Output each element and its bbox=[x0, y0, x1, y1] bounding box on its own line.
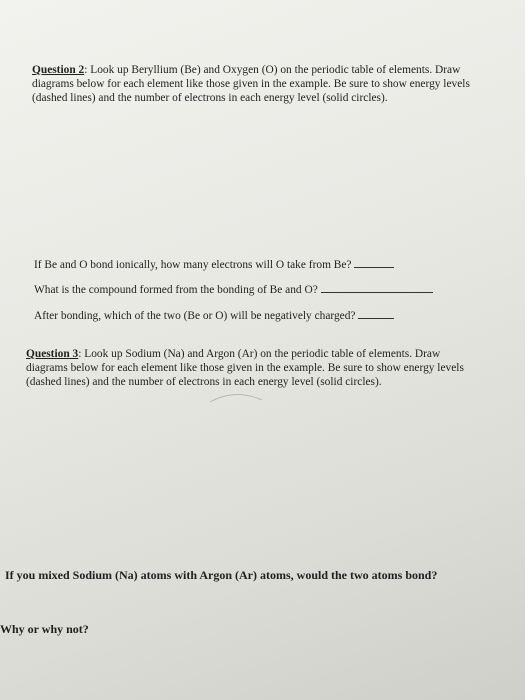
answer-blank-compound[interactable] bbox=[321, 282, 433, 293]
question-3-label: Question 3 bbox=[26, 348, 79, 360]
question-3-line-1 bbox=[26, 347, 506, 361]
question-3-line-2: diagrams below for each element like those given in the example. Be sure to show energy levels bbox=[26, 362, 464, 374]
prompt-compound-text: What is the compound formed from the bonding of Be and O? bbox=[34, 284, 318, 296]
question-3-text bbox=[26, 347, 506, 389]
prompt-ionic-bond bbox=[34, 257, 394, 272]
answer-blank-negative[interactable] bbox=[358, 308, 394, 319]
prompt-ionic-bond-text: If Be and O bond ionically, how many electrons will O take from Be? bbox=[34, 259, 352, 271]
question-2-text bbox=[32, 63, 502, 105]
question-3-line-1-text: : Look up Sodium (Na) and Argon (Ar) on the periodic table of elements. Draw bbox=[78, 348, 441, 360]
prompt-negative-text: After bonding, which of the two (Be or O) will be negatively charged? bbox=[34, 310, 356, 322]
prompt-mixed-atoms: If you mixed Sodium (Na) atoms with Argon (Ar) atoms, would the two atoms bond? bbox=[5, 568, 438, 582]
question-2-line-3: (dashed lines) and the number of electrons in each energy level (solid circles). bbox=[32, 92, 388, 104]
question-2-line-1-text: : Look up Beryllium (Be) and Oxygen (O) on the periodic table of elements. Draw bbox=[84, 64, 461, 76]
prompt-negative bbox=[34, 308, 394, 323]
question-2-line-2: diagrams below for each element like those given in the example. Be sure to show energy levels bbox=[32, 78, 470, 90]
question-3-line-3: (dashed lines) and the number of electrons in each energy level (solid circles). bbox=[26, 376, 382, 388]
prompt-why: Why or why not? bbox=[0, 622, 89, 636]
question-2-line-1 bbox=[32, 63, 502, 77]
answer-blank-ionic-bond[interactable] bbox=[354, 257, 394, 268]
prompt-compound bbox=[34, 282, 433, 297]
question-2-label: Question 2 bbox=[32, 64, 85, 76]
